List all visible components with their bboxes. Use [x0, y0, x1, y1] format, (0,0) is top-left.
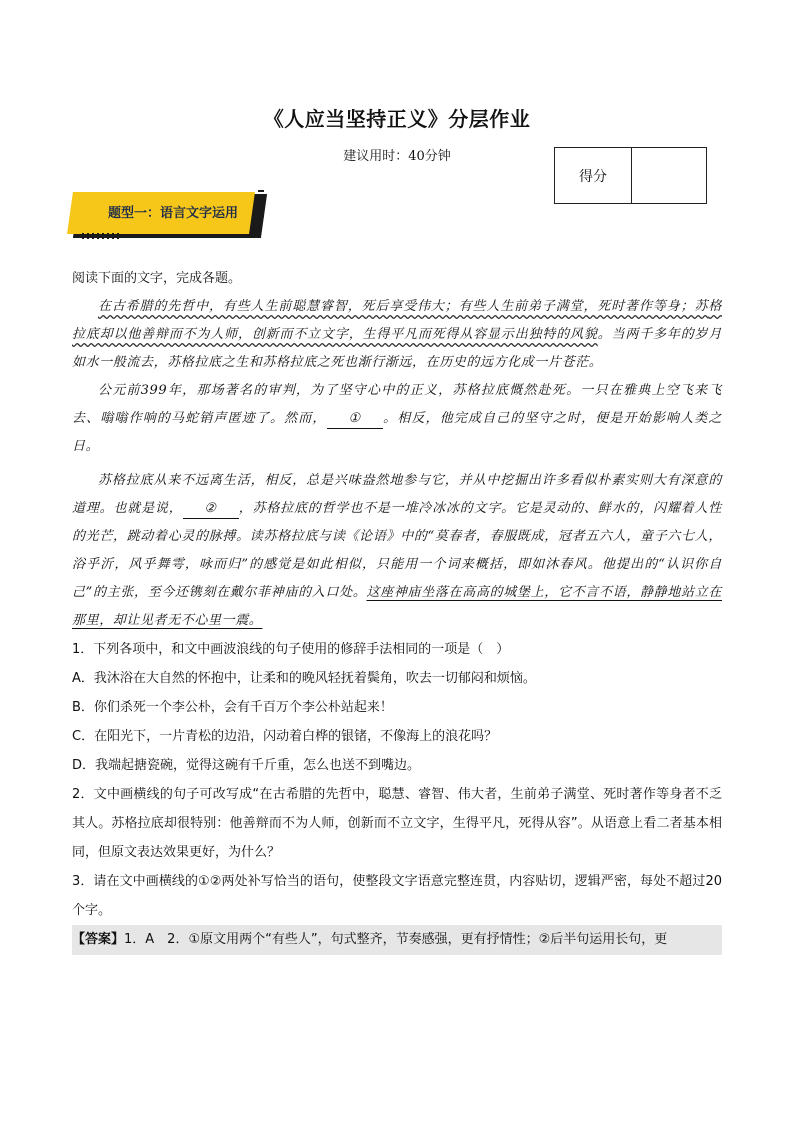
paragraph-2-start: 公元前399年，那场著名的审判，为了坚守心中的正义，苏格拉底慨然赴死。一只在雅典上空飞来飞去、嗡嗡作响的马蛇销声匿迹了。然而，: [72, 383, 722, 426]
blank-2[interactable]: ②: [183, 500, 239, 519]
banner-dots-vertical: [258, 190, 264, 220]
score-field[interactable]: [632, 148, 706, 203]
document-body: [72, 265, 722, 955]
paragraph-3-middle: ，苏格拉底的哲学也不是一堆冷冰冰的文字。它是灵动的、鲜水的，闪耀着人性的光芒，跳动着心灵的脉搏。读苏格拉底与读《论语》中的“莫春者，春服既成，冠者五六人，童子六七人，浴乎沂，风乎舞雩，咏而归”的感觉是如此相似，只能用一个词来概括，即如沐春风。他提出的“认识你自己”的主张，至今还镌刻在戴尔菲神庙的入口处。: [72, 501, 722, 600]
wavy-underlined-text: 在古希腊的先哲中，有些人生前聪慧睿智，死后享受伟大；有些人生前弟子满堂，死时著作等身；苏: [98, 299, 709, 314]
passage-paragraph-2: [72, 377, 722, 461]
paragraph-3-start: 苏格拉底从来不远离生活，相反，总是兴味盎然地参与它，并从中挖掘出许多看似朴素实则大有深意的道理。也就是说，: [72, 473, 722, 516]
question-1: 1．下列各项中，和文中画波浪线的句子使用的修辞手法相同的一项是（ ）: [72, 642, 510, 657]
answer-block: [72, 925, 722, 955]
intro-text: 阅读下面的文字，完成各题。: [72, 271, 242, 286]
question-2: 2．文中画横线的句子可改写成“在古希腊的先哲中，聪慧、睿智、伟大者，生前弟子满堂、死时著作等身者不乏其人。苏格拉底却很特别：他善辩而不为人师，创新而不立文字，生得平凡，死得从容”。从语意上看二者基本相同，但原文表达效果更好，为什么？: [72, 787, 722, 860]
answer-text: 1．A 2．①原文用两个“有些人”，句式整齐，节奏感强，更有抒情性；②后半句运用长句，更: [124, 932, 668, 947]
passage-paragraph-1: [72, 293, 722, 377]
page-title: 《人应当坚持正义》分层作业: [263, 107, 531, 131]
option-c: C．在阳光下，一片青松的边沿，闪动着白桦的银锗，不像海上的浪花吗？: [72, 729, 498, 744]
option-d: D．我端起搪瓷碗，觉得这碗有千斤重，怎么也送不到嘴边。: [72, 758, 421, 773]
score-label: 得分: [555, 148, 632, 203]
underlined-sentence: 这座神庙坐落在高高的城堡上，它不言不语，静静地站立在那里，却让见者无不心里一震。: [72, 585, 722, 628]
suggested-time: 建议用时：40分钟: [343, 149, 451, 164]
question-3: 3．请在文中画横线的①②两处补写恰当的语句，使整段文字语意完整连贯，内容贴切，逻辑严密，每处不超过20个字。: [72, 874, 722, 918]
paragraph-1-rest: 。当两千多年的岁月如水一般流去，苏格拉底之生和苏格拉底之死也渐行渐远，在历史的远方化成一片苍茫。: [72, 327, 722, 370]
passage-paragraph-3: [72, 467, 722, 635]
section-label: 题型一：语言文字运用: [108, 206, 239, 221]
banner-dots: [82, 233, 122, 239]
option-a: A．我沐浴在大自然的怀抱中，让柔和的晚风轻抚着鬓角，吹去一切郁闷和烦恼。: [72, 671, 536, 686]
section-banner: [68, 188, 268, 244]
answer-label: 【答案】: [72, 932, 125, 947]
wavy-underlined-text-2: 格拉底却以他善辩而不为人师，创新而不立文字，生得平凡而死得从容显示出独特的风貌: [72, 299, 722, 342]
paragraph-2-end: 。相反，他完成自己的坚守之时，便是开始影响人类之日。: [72, 411, 722, 454]
blank-1[interactable]: ①: [327, 410, 383, 429]
option-b: B．你们杀死一个李公朴，会有千百万个李公朴站起来！: [72, 700, 393, 715]
score-box: [554, 147, 707, 204]
